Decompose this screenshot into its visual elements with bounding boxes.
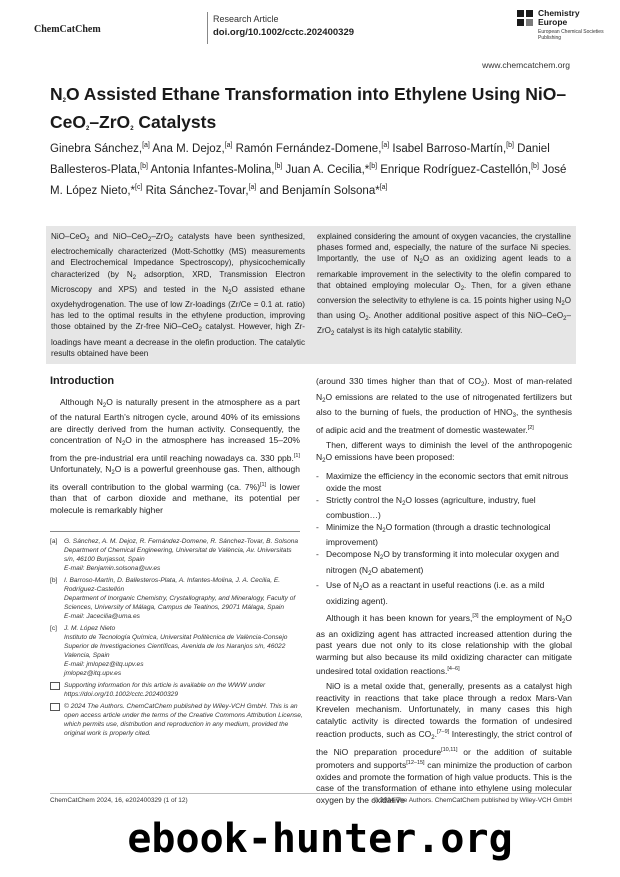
author-list: Ginebra Sánchez,[a] Ana M. Dejoz,[a] Ramón Fernández-Domene,[a] Isabel Barroso-Martín,[b] Daniel Ballesteros-Plata,[b] Antonia Infantes-Molina,[b] Juan A. Cecilia,*[b] Enrique Rodríguez-Castellón,[b] José M. López Nieto,*[c] Rita Sánchez-Tovar,[a] and Benjamín Solsona*[a] — [50, 142, 567, 197]
list-item: - Maximize the efficiency in the economic sectors that emit nitrous oxide the most — [316, 471, 572, 494]
logo-subtitle: European Chemical Societies Publishing — [538, 29, 604, 41]
list-item: - Use of $N_2O$ as a reactant in useful reactions (i.e. as a mild oxidizing agent). — [316, 580, 572, 607]
intro-paragraph-oxidant: Although it has been known for years,[3] the employment of $N_2O$ as an oxidizing agent has attracted increased attention during the past years due not only to its close relationship with the global warming but also because its mild oxidizing character can mitigate undesired total oxidation reactions.[4–6] — [316, 613, 572, 676]
document-icon — [50, 682, 60, 690]
watermark-text: ebook-hunter.org — [127, 816, 513, 862]
left-column — [50, 376, 300, 521]
intro-paragraph-ways: Then, different ways to diminish the level of the anthropogenic $N_2O$ emissions have been proposed: — [316, 440, 572, 464]
affiliations — [50, 537, 304, 741]
affiliation-key: [c] — [50, 625, 57, 632]
affiliation-text: G. Sánchez, A. M. Dejoz, R. Fernández-Domene, R. Sánchez-Tovar, B. Solsona Department of Chemical Engineering, Universitat de València, Av. Universitats s/n, 46100 Burjassot, Spain E-mail: Benjamin.solsona@uv.es — [64, 538, 299, 572]
section-heading-introduction: Introduction — [50, 375, 115, 387]
article-type: Research Article — [213, 14, 279, 24]
article-doi-link[interactable]: doi.org/10.1002/cctc.202400329 — [213, 27, 355, 38]
footer-copyright: © 2024 The Authors. ChemCatChem published by Wiley-VCH GmbH — [373, 797, 572, 804]
header-divider — [207, 12, 208, 44]
abstract-right: explained considering the amount of oxygen vacancies, the crystalline phases formed and, especially, the nature of the surface Ni species. Importantly, the use of $N_2O$ as an oxidizing agent leads to a remarkable improvement in the selectivity to the olefin compared to that obtained employing molecular $O_2$. Then, for a given ethane conversion the selectivity to ethylene is ca. 15 points higher using $N_2O$ than using $O_2$. Another additional positive aspect of this NiO–CeO$_2$–ZrO$_2$ catalyst is its high catalytic stability. — [317, 232, 572, 338]
affiliation-a — [50, 537, 304, 573]
license-icon — [50, 703, 60, 711]
intro-paragraph-cont: (around 330 times higher than that of $CO_2$). Most of man-related $N_2O$ emissions are related to the use of nitrogenated fertilizers but also to the burning of fuels, the production of $HNO_3$, the synthesis of adipic acid and the treatment of domestic wastewater.[2] — [316, 376, 572, 435]
list-item: - Strictly control the $N_2O$ losses (agriculture, industry, fuel combustion…) — [316, 495, 572, 522]
affiliation-text: I. Barroso-Martín, D. Ballesteros-Plata, A. Infantes-Molina, J. A. Cecilia, E. Rodríguez-Castellón Department of Inorganic Chemistry, Crystallography, and Mineralogy, Faculty of Sciences, University of Málaga, Campus de Teatinos, 29071 Málaga, Spain E-mail: Jacecilia@uma.es — [64, 577, 296, 620]
abstract-box — [46, 226, 576, 364]
intro-paragraph-nio: NiO is a metal oxide that, generally, presents as a catalyst high reactivity in reactions that take place through a redox Mars-Van Krevelen mechanism. Unfortunately, in many cases this high catalytic activity is directed towards the formation of undesired reaction products, such as $CO_2.[7-9]$ Interestingly, the strict control of the NiO preparation procedure[10,11] or the addition of suitable promoters and supports[12–15] can minimize the production of carbon oxides and promote the formation of high value products. This is the case of the transformation of ethane into ethylene using molecular oxygen by the oxidative — [316, 680, 572, 805]
footnote-divider — [50, 531, 300, 532]
footer-citation: ChemCatChem 2024, 16, e202400329 (1 of 12) — [50, 797, 188, 804]
logo-title: Chemistry Europe — [538, 8, 580, 27]
affiliation-key: [a] — [50, 538, 58, 545]
list-item: - Minimize the $N_2O$ formation (through a drastic technological improvement) — [316, 522, 572, 549]
affiliation-key: [b] — [50, 577, 58, 584]
supporting-info-text[interactable]: Supporting information for this article is available on the WWW under https://doi.org/10.1002/cctc.202400329 — [64, 682, 266, 698]
intro-paragraph: Although $N_2O$ is naturally present in the atmosphere as a part of the natural Earth’s nitrogen cycle, around 40% of its emissions are directly derived from the human activity. Consequently, the concentration of $N_2O$ in the atmosphere has increased 15–20% from the pre-industrial era until reaching nowadays ca. 330 ppb.[1] Unfortunately, $N_2O$ is a powerful greenhouse gas. Then, although its overall contribution to the global warming (ca. 7%)[1] is lower than that of carbon dioxide and methane, its potential per molecule is remarkably higher — [50, 396, 300, 515]
article-title: $N_2O$ Assisted Ethane Transformation into Ethylene Using NiO–CeO$_2$–ZrO$_2$ Catalysts — [50, 84, 567, 132]
supporting-info-note — [50, 681, 304, 699]
page-header — [0, 0, 620, 50]
list-item: - Decompose $N_2O$ by transforming it into molecular oxygen and nitrogen ($N_2O$ abatement) — [316, 549, 572, 580]
affiliation-b — [50, 576, 304, 621]
chemistry-europe-logo-icon — [517, 10, 533, 26]
affiliation-text: J. M. López Nieto Instituto de Tecnología Química, Universitat Politècnica de València-Consejo Superior de Investigaciones Científicas, Avenida de los Naranjos s/n, 46022 Valencia, Spain E-mail: jmlopez@itq.upv.es jmlopez@itq.upv.es — [64, 625, 288, 677]
right-column — [316, 376, 572, 810]
license-text: © 2024 The Authors. ChemCatChem published by Wiley-VCH GmbH. This is an open access article under the terms of the Creative Commons Attribution License, which permits use, distribution and reproduction in any medium, provided the original work is properly cited. — [64, 703, 303, 737]
mitigation-list — [316, 471, 572, 607]
journal-name: ChemCatChem — [34, 24, 101, 35]
website-link[interactable]: www.chemcatchem.org — [482, 60, 570, 70]
affiliation-c — [50, 624, 304, 678]
abstract-left: NiO–CeO$_2$ and NiO–CeO$_2$–ZrO$_2$ catalysts have been synthesized, electrochemically characterized (Mott-Schottky (MS) measurements and Electrochemical Impedance Spectroscopy), physicochemically characterized (by $N_2$ adsorption, XRD, Transmission Electron Microscopy and XPS) and tested in the $N_2O$ assisted ethane oxydehydrogenation. The use of low Zr-loadings (Zr/Ce = 0.1 at. ratio) has led to the optimal results in the ethylene production, improving those obtained by the Zr-free NiO–CeO$_2$ catalyst. However, high Zr-loadings have meant a decrease in the olefin production. The catalytic results obtained have been — [51, 232, 305, 358]
license-note — [50, 702, 304, 738]
footer-divider — [50, 793, 572, 794]
